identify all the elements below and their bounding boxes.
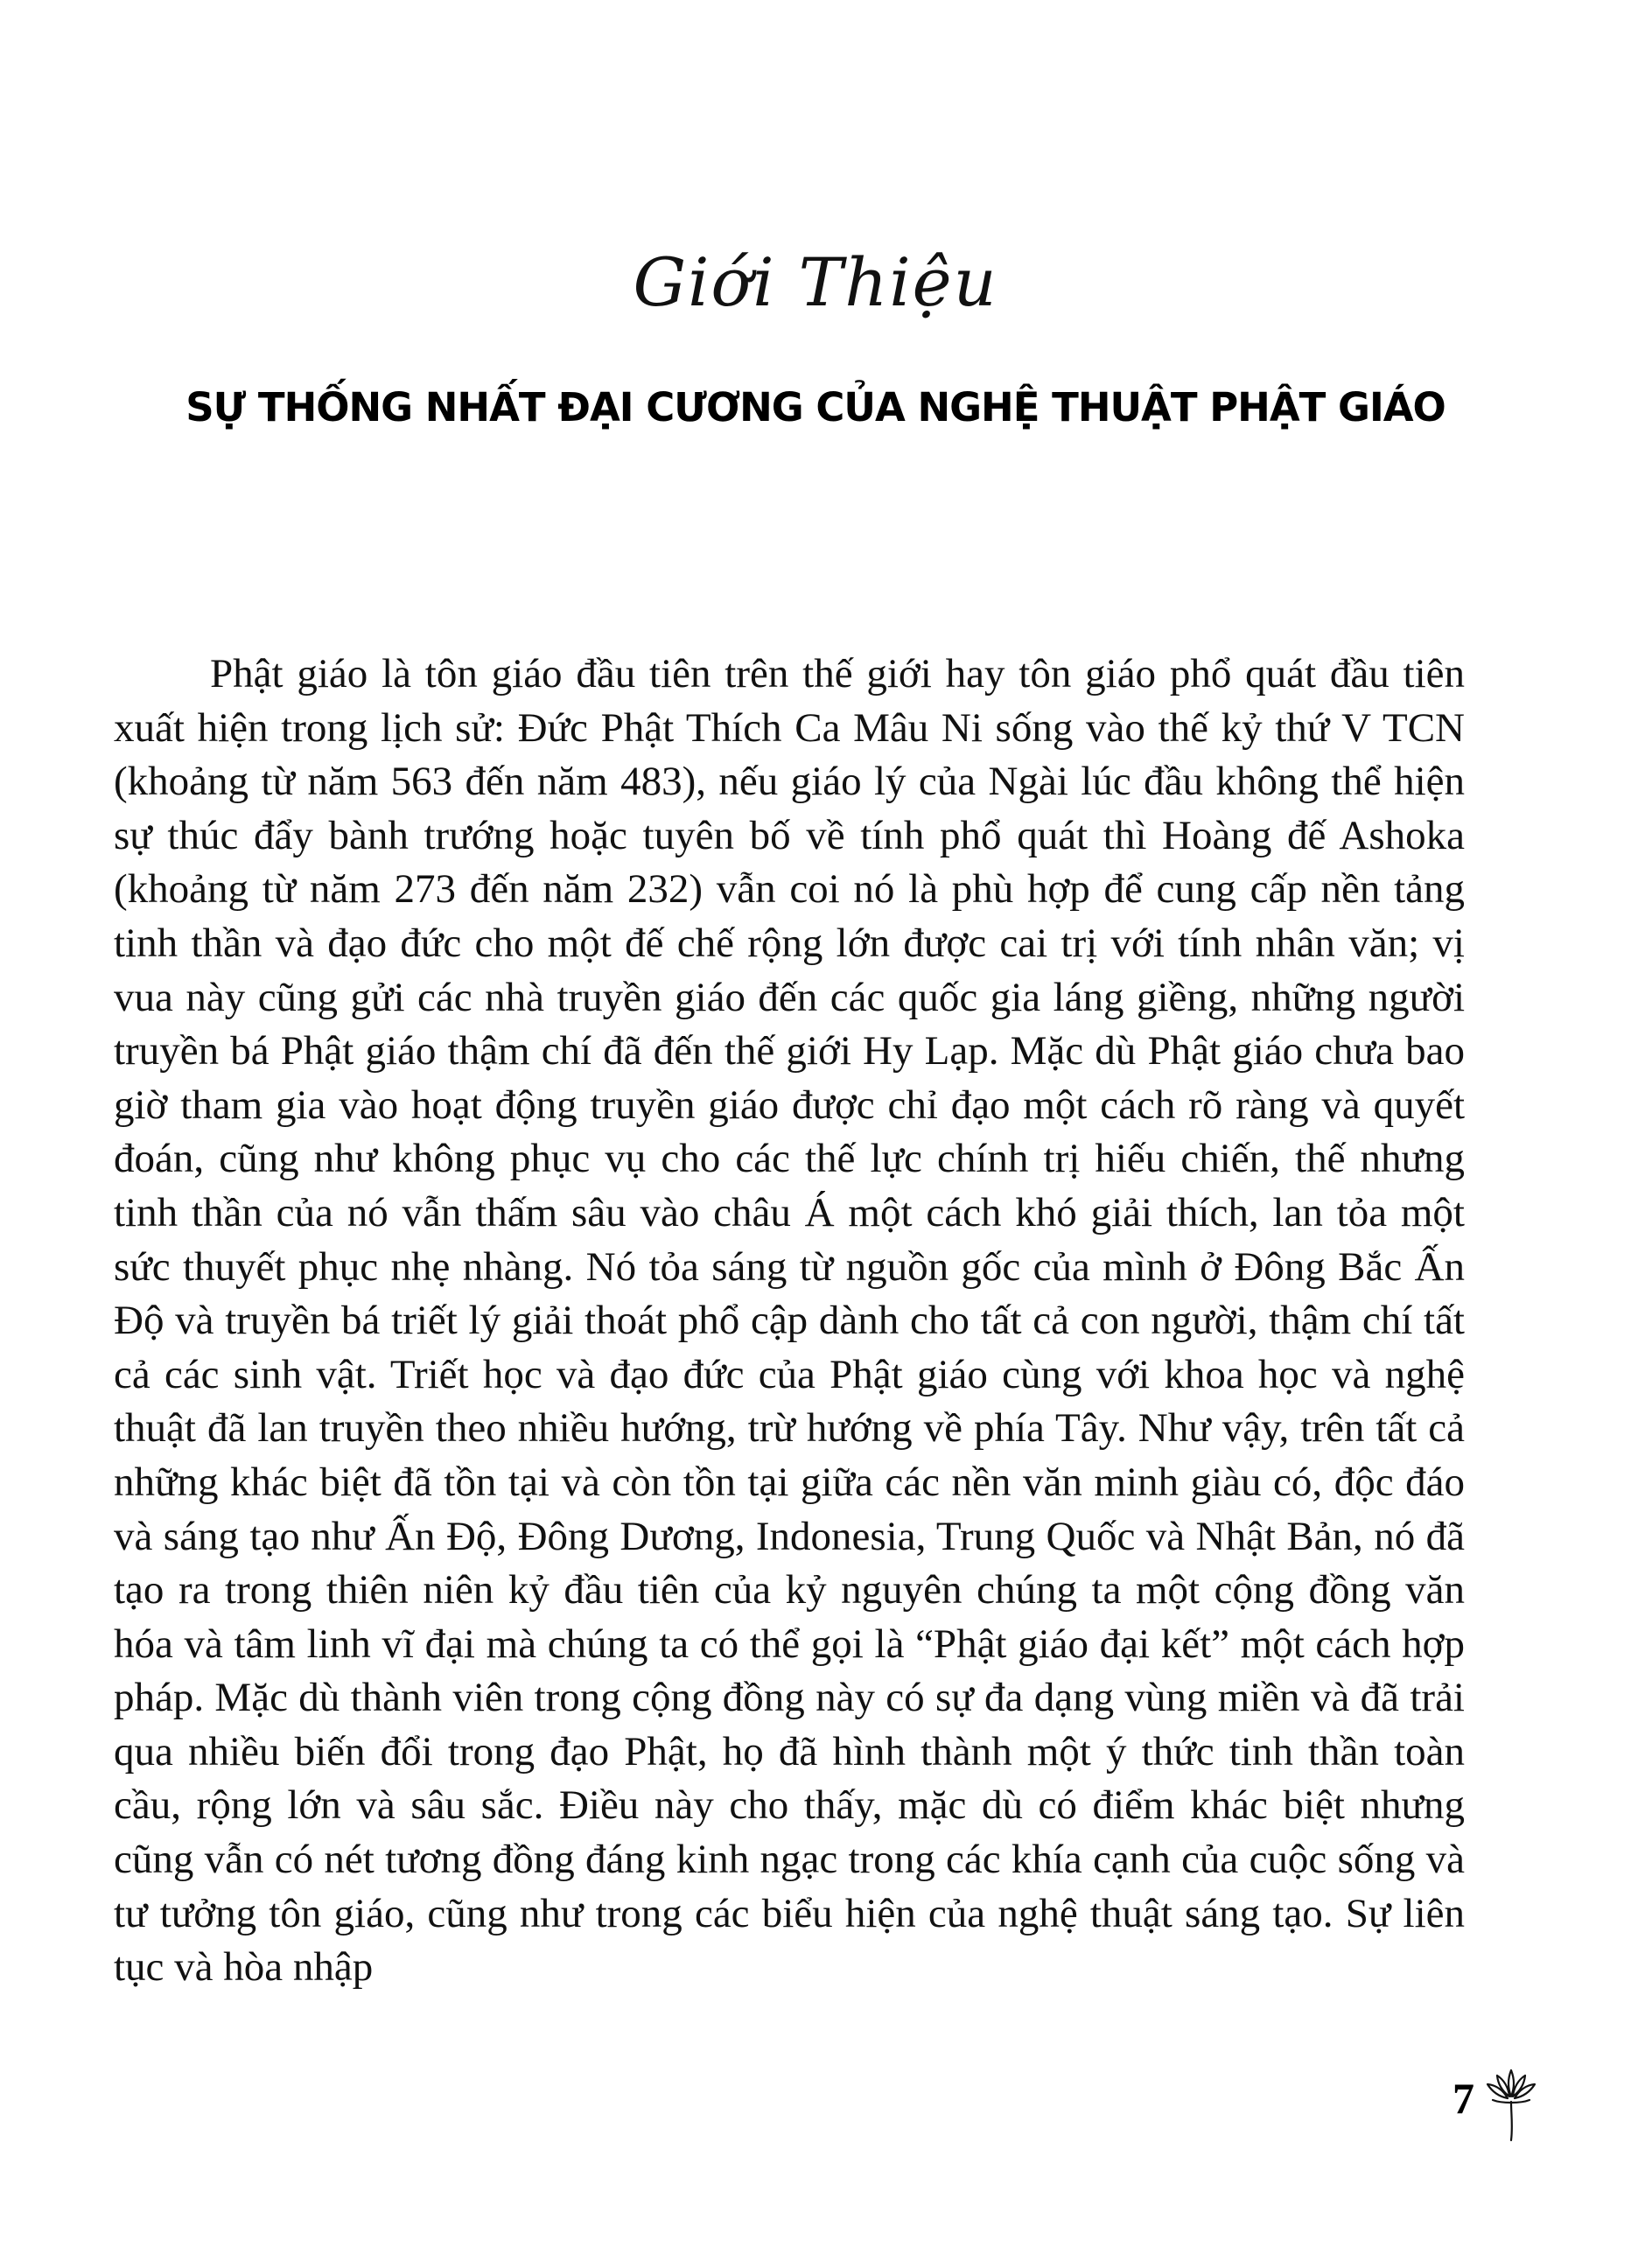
body-paragraph: Phật giáo là tôn giáo đầu tiên trên thế giới hay tôn giáo phổ quát đầu tiên xuất hiện trong lịch sử: Đức Phật Thích Ca Mâu Ni sống vào thế kỷ thứ V TCN (khoảng từ năm 563 đến năm 483), nếu giáo lý của Ngài lúc đầu không thể hiện sự thúc đẩy bành trướng hoặc tuyên bố về tính phổ quát thì Hoàng đế Ashoka (khoảng từ năm 273 đến năm 232) vẫn coi nó là phù hợp để cung cấp nền tảng tinh thần và đạo đức cho một đế chế rộng lớn được cai trị với tính nhân văn; vị vua này cũng gửi các nhà truyền giáo đến các quốc gia láng giềng, những người truyền bá Phật giáo thậm chí đã đến thế giới Hy Lạp. Mặc dù Phật giáo chưa bao giờ tham gia vào hoạt động truyền giáo được chỉ đạo một cách rõ ràng và quyết đoán, cũng như không phục vụ cho các thế lực chính trị hiếu chiến, thế nhưng tinh thần của nó vẫn thấm sâu vào châu Á một cách khó giải thích, lan tỏa một sức thuyết phục nhẹ nhàng. Nó tỏa sáng từ nguồn gốc của mình ở Đông Bắc Ấn Độ và truyền bá triết lý giải thoát phổ cập dành cho tất cả con người, thậm chí tất cả các sinh vật. Triết học và đạo đức của Phật giáo cùng với khoa học và nghệ thuật đã lan truyền theo nhiều hướng, trừ hướng về phía Tây. Như vậy, trên tất cả những khác biệt đã tồn tại và còn tồn tại giữa các nền văn minh giàu có, độc đáo và sáng tạo như Ấn Độ, Đông Dương, Indonesia, Trung Quốc và Nhật Bản, nó đã tạo ra trong thiên niên kỷ đầu tiên của kỷ nguyên chúng ta một cộng đồng văn hóa và tâm linh vĩ đại mà chúng ta có thể gọi là “Phật giáo đại kết” một cách hợp pháp. Mặc dù thành viên trong cộng đồng này có sự đa dạng vùng miền và đã trải qua nhiều biến đổi trong đạo Phật, họ đã hình thành một ý thức tinh thần toàn cầu, rộng lớn và sâu sắc. Điều này cho thấy, mặc dù có điểm khác biệt nhưng cũng vẫn có nét tương đồng đáng kinh ngạc trong các khía cạnh của cuộc sống và tư tưởng tôn giáo, cũng như trong các biểu hiện của nghệ thuật sáng tạo. Sự liên tục và hòa nhập xyxy=(114,651,1465,1991)
chapter-heading: SỰ THỐNG NHẤT ĐẠI CƯƠNG CỦA NGHỆ THUẬT PHẬT GIÁO xyxy=(186,384,1446,430)
chapter-script-title: Giới Thiệu xyxy=(633,243,998,321)
page-number: 7 xyxy=(1452,2074,1474,2123)
lotus-icon xyxy=(1484,2063,1538,2144)
